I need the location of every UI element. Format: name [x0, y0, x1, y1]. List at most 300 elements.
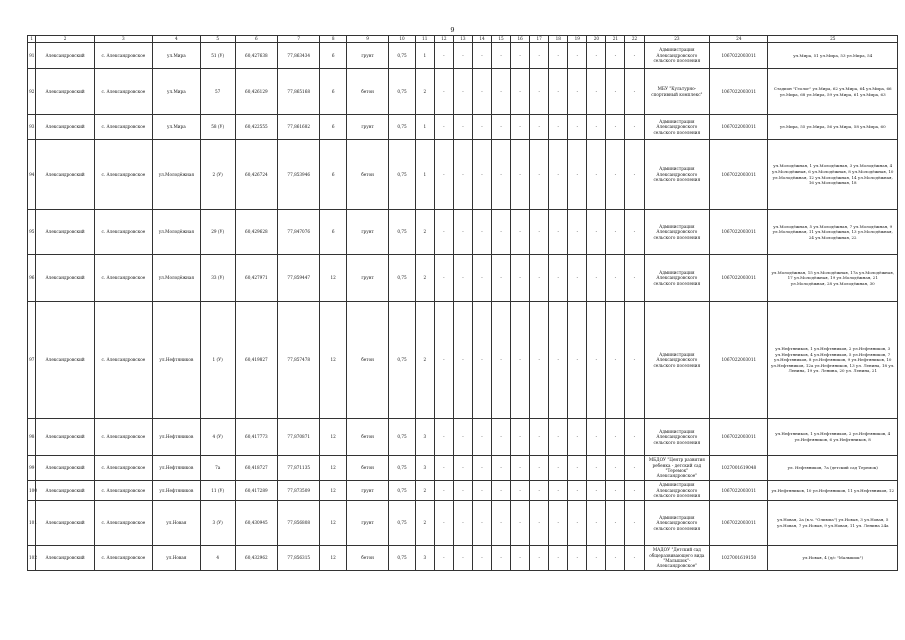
- table-cell: -: [492, 140, 511, 210]
- table-cell: 77,865168: [278, 69, 320, 115]
- table-cell: 0,75: [389, 255, 415, 302]
- table-cell: -: [606, 255, 625, 302]
- table-cell: Александровский: [36, 302, 94, 419]
- table-cell: ул.Нефтяников, 10 ул.Нефтяников, 11 ул.Нефтяников, 12: [768, 481, 898, 501]
- table-cell: -: [530, 546, 549, 571]
- table-cell: -: [549, 115, 568, 140]
- table-cell: Александровский: [36, 69, 94, 115]
- table-cell: -: [434, 69, 453, 115]
- table-cell: бетон: [346, 302, 388, 419]
- table-cell: 77,873509: [278, 481, 320, 501]
- table-cell: грунт: [346, 255, 388, 302]
- table-cell: 1067022003011: [710, 419, 768, 456]
- column-header: 7: [278, 36, 320, 43]
- column-header: 17: [530, 36, 549, 43]
- table-cell: -: [549, 69, 568, 115]
- column-header: 8: [320, 36, 346, 43]
- table-cell: -: [434, 210, 453, 255]
- table-cell: -: [453, 43, 472, 69]
- table-cell: ул.Нефтяников, 1 ул.Нефтяников, 2 ул.Нефтяников, 4 ул.Нефтяников, 6 ул.Нефтяников, 8: [768, 419, 898, 456]
- table-cell: -: [625, 456, 644, 481]
- table-cell: Александровский: [36, 210, 94, 255]
- table-cell: 98: [28, 419, 36, 456]
- table-cell: 51 (У): [200, 43, 235, 69]
- table-cell: 0,75: [389, 481, 415, 501]
- table-cell: -: [606, 481, 625, 501]
- table-cell: -: [434, 140, 453, 210]
- table-cell: -: [625, 140, 644, 210]
- table-cell: Администрация Александровского сельского поселения: [644, 210, 710, 255]
- table-cell: ул.Нефтяников: [153, 419, 201, 456]
- table-cell: -: [587, 115, 606, 140]
- table-cell: 11 (У): [200, 481, 235, 501]
- table-cell: -: [568, 501, 587, 546]
- table-cell: -: [472, 546, 491, 571]
- table-cell: -: [453, 210, 472, 255]
- table-cell: -: [625, 43, 644, 69]
- table-body: [28, 43, 898, 571]
- column-header: 24: [710, 36, 768, 43]
- table-cell: 0,75: [389, 210, 415, 255]
- table-cell: 29 (У): [200, 210, 235, 255]
- table-row: [28, 255, 898, 302]
- table-cell: грунт: [346, 115, 388, 140]
- table-cell: 77,870871: [278, 419, 320, 456]
- table-cell: 12: [320, 302, 346, 419]
- table-cell: 77,856315: [278, 546, 320, 571]
- table-cell: 1067022003011: [710, 481, 768, 501]
- table-cell: 77,863434: [278, 43, 320, 69]
- table-cell: Александровский: [36, 456, 94, 481]
- table-cell: 1067022003011: [710, 115, 768, 140]
- table-cell: с. Александровское: [94, 140, 152, 210]
- table-cell: 2: [415, 481, 434, 501]
- table-cell: Администрация Александровского сельского поселения: [644, 43, 710, 69]
- table-cell: -: [568, 140, 587, 210]
- table-cell: с. Александровское: [94, 69, 152, 115]
- table-cell: Администрация Александровского сельского поселения: [644, 255, 710, 302]
- table-cell: 60,429628: [235, 210, 277, 255]
- column-header: 15: [492, 36, 511, 43]
- table-cell: -: [625, 546, 644, 571]
- table-cell: -: [511, 210, 530, 255]
- table-cell: -: [606, 115, 625, 140]
- table-row: [28, 210, 898, 255]
- table-cell: -: [511, 481, 530, 501]
- table-cell: -: [453, 140, 472, 210]
- column-header: 16: [511, 36, 530, 43]
- table-cell: -: [549, 419, 568, 456]
- data-table: [27, 35, 898, 571]
- column-header: 4: [153, 36, 201, 43]
- table-cell: 6: [320, 43, 346, 69]
- table-cell: -: [453, 456, 472, 481]
- table-cell: 33 (У): [200, 255, 235, 302]
- column-header: 2: [36, 36, 94, 43]
- table-cell: -: [587, 302, 606, 419]
- table-cell: 1: [415, 140, 434, 210]
- table-cell: -: [511, 501, 530, 546]
- table-cell: 1 (У): [200, 302, 235, 419]
- table-cell: 60,417289: [235, 481, 277, 501]
- table-cell: 12: [320, 481, 346, 501]
- page-number: 9: [450, 26, 455, 34]
- table-cell: -: [625, 501, 644, 546]
- table-cell: ул.Нефтяников, 1 ул.Нефтяников, 2 ул.Нефтяников, 3 ул.Нефтяников, 4 ул.Нефтяников, 5 ул.Нефтяников, 7 ул.Нефтяников, 8 ул.Нефтяников, 9 ул.Нефтяников, 10 ул.Нефтяников, 12а ул.Нефтяников, 13 ул. Ленина, 18 ул. Ленина, 19 ул. Ленина, 20 ул. Ленина, 21: [768, 302, 898, 419]
- column-header: 20: [587, 36, 606, 43]
- column-header: 1: [28, 36, 36, 43]
- table-cell: -: [530, 210, 549, 255]
- table-cell: -: [472, 456, 491, 481]
- table-cell: 1067022003011: [710, 501, 768, 546]
- table-row: [28, 546, 898, 571]
- table-cell: ул.Молодёжная: [153, 255, 201, 302]
- table-cell: -: [511, 255, 530, 302]
- table-cell: -: [625, 302, 644, 419]
- table-cell: -: [472, 255, 491, 302]
- table-cell: 4: [200, 546, 235, 571]
- table-cell: 2: [415, 501, 434, 546]
- table-cell: 12: [320, 501, 346, 546]
- table-cell: ул.Мира: [153, 69, 201, 115]
- table-cell: 96: [28, 255, 36, 302]
- table-row: [28, 140, 898, 210]
- table-cell: -: [511, 302, 530, 419]
- table-cell: -: [492, 456, 511, 481]
- table-cell: с. Александровское: [94, 255, 152, 302]
- table-cell: 99: [28, 456, 36, 481]
- table-cell: -: [530, 140, 549, 210]
- table-cell: грунт: [346, 43, 388, 69]
- table-cell: МБДОУ "Центр развития ребенка - детский сад "Теремок" Александровское": [644, 456, 710, 481]
- table-cell: -: [606, 140, 625, 210]
- table-cell: ул.Молодёжная: [153, 140, 201, 210]
- table-cell: -: [587, 140, 606, 210]
- table-cell: 1027001619150: [710, 546, 768, 571]
- table-cell: -: [606, 419, 625, 456]
- table-cell: -: [530, 456, 549, 481]
- table-cell: 97: [28, 302, 36, 419]
- table-cell: 1067022003011: [710, 140, 768, 210]
- table-cell: -: [492, 210, 511, 255]
- column-header: 22: [625, 36, 644, 43]
- table-cell: -: [472, 481, 491, 501]
- table-cell: 77,859447: [278, 255, 320, 302]
- table-cell: 12: [320, 456, 346, 481]
- table-cell: -: [434, 481, 453, 501]
- table-cell: 6: [320, 140, 346, 210]
- table-cell: Администрация Александровского сельского поселения: [644, 501, 710, 546]
- table-cell: 77,853946: [278, 140, 320, 210]
- table-cell: -: [549, 546, 568, 571]
- table-cell: 2: [415, 255, 434, 302]
- table-cell: -: [568, 419, 587, 456]
- table-cell: -: [549, 302, 568, 419]
- table-cell: 77,857478: [278, 302, 320, 419]
- table-cell: -: [530, 419, 549, 456]
- table-cell: 60,418727: [235, 456, 277, 481]
- table-cell: -: [625, 255, 644, 302]
- table-cell: 60,430945: [235, 501, 277, 546]
- table-cell: ул.Мира, 55 ул.Мира, 56 ул.Мира, 58 ул.Мира, 60: [768, 115, 898, 140]
- table-cell: -: [625, 210, 644, 255]
- table-cell: -: [568, 481, 587, 501]
- table-cell: 12: [320, 255, 346, 302]
- table-cell: -: [453, 69, 472, 115]
- table-cell: с. Александровское: [94, 481, 152, 501]
- table-cell: с. Александровское: [94, 419, 152, 456]
- table-cell: 57: [200, 69, 235, 115]
- table-cell: -: [587, 69, 606, 115]
- column-header: 5: [200, 36, 235, 43]
- table-cell: -: [434, 501, 453, 546]
- table-cell: -: [511, 140, 530, 210]
- table-row: [28, 419, 898, 456]
- table-cell: 0,75: [389, 546, 415, 571]
- table-cell: -: [434, 255, 453, 302]
- table-cell: 1027001619048: [710, 456, 768, 481]
- table-cell: -: [530, 481, 549, 501]
- table-cell: бетон: [346, 546, 388, 571]
- table-cell: -: [434, 302, 453, 419]
- table-cell: 100: [28, 481, 36, 501]
- table-cell: ул.Молодёжная: [153, 210, 201, 255]
- table-cell: -: [568, 255, 587, 302]
- column-header: 21: [606, 36, 625, 43]
- table-cell: -: [530, 115, 549, 140]
- column-header: 6: [235, 36, 277, 43]
- table-cell: -: [472, 69, 491, 115]
- table-cell: ул.Новая, 4 (д/с "Малышок"): [768, 546, 898, 571]
- table-cell: -: [453, 302, 472, 419]
- table-cell: 1067022003011: [710, 210, 768, 255]
- table-cell: ул.Мира: [153, 43, 201, 69]
- table-cell: -: [587, 481, 606, 501]
- table-cell: 77,871135: [278, 456, 320, 481]
- table-cell: 6: [320, 115, 346, 140]
- table-cell: 3: [415, 546, 434, 571]
- table-cell: 3 (У): [200, 501, 235, 546]
- table-cell: ул.Молодёжная, 5 ул.Молодёжная, 7 ул.Молодёжная, 9 ул.Молодёжная, 11 ул.Молодёжная, 13 ул.Молодёжная, 24 ул.Молодёжная, 22: [768, 210, 898, 255]
- table-cell: -: [549, 481, 568, 501]
- table-cell: -: [511, 419, 530, 456]
- table-cell: 60,419827: [235, 302, 277, 419]
- table-cell: -: [472, 140, 491, 210]
- table-cell: 2: [415, 210, 434, 255]
- table-cell: бетон: [346, 140, 388, 210]
- table-cell: 92: [28, 69, 36, 115]
- table-cell: -: [492, 481, 511, 501]
- table-cell: -: [568, 210, 587, 255]
- table-cell: 0,75: [389, 501, 415, 546]
- table-cell: 7а: [200, 456, 235, 481]
- table-cell: -: [453, 115, 472, 140]
- table-cell: бетон: [346, 69, 388, 115]
- table-cell: бетон: [346, 419, 388, 456]
- table-cell: Администрация Александровского сельского поселения: [644, 140, 710, 210]
- table-cell: -: [492, 43, 511, 69]
- table-cell: 77,847076: [278, 210, 320, 255]
- table-cell: -: [511, 546, 530, 571]
- table-cell: 101: [28, 501, 36, 546]
- table-cell: -: [492, 302, 511, 419]
- table-cell: Администрация Александровского сельского поселения: [644, 302, 710, 419]
- table-cell: 94: [28, 140, 36, 210]
- table-row: [28, 501, 898, 546]
- table-cell: ул.Нефтяников: [153, 302, 201, 419]
- table-cell: -: [625, 69, 644, 115]
- table-cell: МАДОУ "Детский сад общеразвивающего вида "Малышок"-Александровское": [644, 546, 710, 571]
- table-cell: -: [530, 255, 549, 302]
- table-cell: -: [511, 456, 530, 481]
- table-cell: -: [606, 210, 625, 255]
- table-cell: -: [492, 419, 511, 456]
- table-cell: ул.Молодёжная, 15 ул.Молодёжная, 17а ул.Молодёжная, 17 ул.Молодёжная, 19 ул.Молодёжная, 21 ул.Молодёжная, 28 ул.Молодёжная, 30: [768, 255, 898, 302]
- table-cell: -: [587, 501, 606, 546]
- table-cell: -: [549, 210, 568, 255]
- table-cell: грунт: [346, 210, 388, 255]
- table-cell: -: [606, 501, 625, 546]
- table-cell: -: [549, 501, 568, 546]
- table-cell: грунт: [346, 501, 388, 546]
- table-row: [28, 69, 898, 115]
- table-cell: 58 (У): [200, 115, 235, 140]
- table-cell: Администрация Александровского сельского поселения: [644, 419, 710, 456]
- table-cell: 0,75: [389, 69, 415, 115]
- table-cell: -: [472, 210, 491, 255]
- table-cell: ул.Мира: [153, 115, 201, 140]
- table-cell: 1067022003011: [710, 69, 768, 115]
- table-cell: -: [472, 302, 491, 419]
- table-header-row: [28, 36, 898, 43]
- table-cell: -: [453, 255, 472, 302]
- table-cell: 3: [415, 419, 434, 456]
- table-cell: -: [453, 419, 472, 456]
- table-cell: 6: [320, 69, 346, 115]
- table-cell: 0,75: [389, 456, 415, 481]
- table-cell: ул.Нефтяников: [153, 456, 201, 481]
- table-cell: 0,75: [389, 419, 415, 456]
- table-cell: ул.Мира, 51 ул.Мира, 53 ул.Мира, 54: [768, 43, 898, 69]
- table-cell: Александровский: [36, 419, 94, 456]
- table-cell: 12: [320, 546, 346, 571]
- table-cell: -: [606, 69, 625, 115]
- table-cell: 6: [320, 210, 346, 255]
- table-cell: с. Александровское: [94, 43, 152, 69]
- table-cell: -: [587, 456, 606, 481]
- column-header: 11: [415, 36, 434, 43]
- table-cell: -: [568, 456, 587, 481]
- table-cell: -: [492, 501, 511, 546]
- table-cell: с. Александровское: [94, 302, 152, 419]
- table-cell: -: [606, 43, 625, 69]
- table-row: [28, 43, 898, 69]
- table-row: [28, 456, 898, 481]
- table-cell: -: [434, 456, 453, 481]
- table-cell: 2: [415, 302, 434, 419]
- table-cell: -: [472, 419, 491, 456]
- column-header: 25: [768, 36, 898, 43]
- column-header: 14: [472, 36, 491, 43]
- table-cell: 60,417773: [235, 419, 277, 456]
- column-header: 23: [644, 36, 710, 43]
- table-cell: Администрация Александровского сельского поселения: [644, 115, 710, 140]
- table-cell: -: [549, 43, 568, 69]
- table-cell: -: [587, 546, 606, 571]
- table-cell: -: [606, 546, 625, 571]
- table-cell: Александровский: [36, 43, 94, 69]
- table-cell: -: [530, 69, 549, 115]
- table-cell: с. Александровское: [94, 210, 152, 255]
- table-cell: -: [434, 115, 453, 140]
- column-header: 19: [568, 36, 587, 43]
- table-cell: -: [453, 546, 472, 571]
- table-cell: 93: [28, 115, 36, 140]
- table-cell: -: [530, 43, 549, 69]
- column-header: 3: [94, 36, 152, 43]
- table-cell: 91: [28, 43, 36, 69]
- table-cell: ул.Новая, 2а (в.ч. "Олимпа") ул.Новая, 3 ул.Новая, 5 ул.Новая, 7 ул.Новая, 9 ул.Новая, 11 ул. Ленина 24а: [768, 501, 898, 546]
- table-cell: 60,426724: [235, 140, 277, 210]
- table-cell: Александровский: [36, 140, 94, 210]
- column-header: 10: [389, 36, 415, 43]
- table-cell: 0,75: [389, 115, 415, 140]
- table-cell: Александровский: [36, 481, 94, 501]
- table-row: [28, 302, 898, 419]
- table-row: [28, 115, 898, 140]
- table-cell: МБУ "Культурно-спортивный комплекс": [644, 69, 710, 115]
- table-cell: -: [587, 43, 606, 69]
- table-cell: 77,861682: [278, 115, 320, 140]
- table-cell: ул.Нефтяников: [153, 481, 201, 501]
- table-cell: 3: [415, 456, 434, 481]
- table-cell: -: [511, 115, 530, 140]
- table-cell: грунт: [346, 481, 388, 501]
- table-row: [28, 481, 898, 501]
- table-cell: ул.Новая: [153, 546, 201, 571]
- table-cell: -: [511, 43, 530, 69]
- table-cell: -: [549, 140, 568, 210]
- table-cell: 102: [28, 546, 36, 571]
- table-cell: 95: [28, 210, 36, 255]
- table-cell: ул. Нефтяников, 7а (детский сад Теремок): [768, 456, 898, 481]
- table-cell: -: [549, 456, 568, 481]
- table-cell: -: [530, 501, 549, 546]
- table-cell: 77,856808: [278, 501, 320, 546]
- table-cell: Стадион "Геолог" ул.Мира, 62 ул.Мира, 64 ул.Мира, 66 ул.Мира, 68 ул.Мира, 59 ул.Мира, 61 ул.Мира, 63: [768, 69, 898, 115]
- table-cell: -: [472, 501, 491, 546]
- table-cell: ул.Новая: [153, 501, 201, 546]
- table-cell: бетон: [346, 456, 388, 481]
- table-cell: -: [587, 210, 606, 255]
- table-cell: 60,422555: [235, 115, 277, 140]
- table-cell: с. Александровское: [94, 115, 152, 140]
- table-cell: 60,432962: [235, 546, 277, 571]
- table-cell: 2 (У): [200, 140, 235, 210]
- table-cell: Александровский: [36, 255, 94, 302]
- table-cell: 0,75: [389, 302, 415, 419]
- table-cell: 1: [415, 115, 434, 140]
- table-cell: -: [568, 546, 587, 571]
- table-cell: -: [587, 255, 606, 302]
- table-cell: -: [492, 255, 511, 302]
- table-cell: -: [625, 419, 644, 456]
- table-cell: -: [472, 43, 491, 69]
- table-cell: -: [434, 43, 453, 69]
- table-cell: ул.Молодёжная, 1 ул.Молодёжная, 3 ул.Молодёжная, 4 ул.Молодёжная, 6 ул.Молодёжная, 8 ул.Молодёжная, 10 ул.Молодёжная, 12 ул.Молодёжная, 14 ул.Молодёжная, 16 ул.Молодёжная, 18: [768, 140, 898, 210]
- table-cell: 4 (У): [200, 419, 235, 456]
- table-cell: -: [625, 481, 644, 501]
